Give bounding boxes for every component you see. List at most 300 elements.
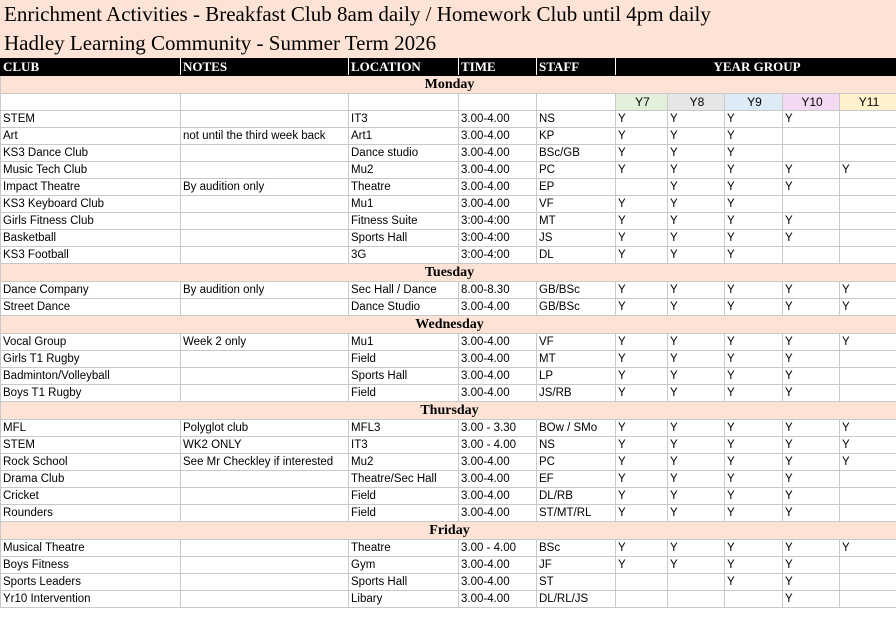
- year-cell[interactable]: [840, 179, 896, 196]
- header-notes[interactable]: NOTES: [181, 59, 349, 76]
- location-cell[interactable]: Mu2: [349, 454, 459, 471]
- time-cell[interactable]: 3.00-4.00: [459, 351, 537, 368]
- year-cell[interactable]: Y: [783, 471, 840, 488]
- table-row: [1, 488, 896, 505]
- year-cell[interactable]: Y: [725, 488, 783, 505]
- year-cell[interactable]: Y: [616, 368, 668, 385]
- year-cell[interactable]: Y: [668, 111, 725, 128]
- year-label-cell[interactable]: Y7: [616, 94, 668, 111]
- notes-cell[interactable]: not until the third week back: [181, 128, 349, 145]
- time-cell[interactable]: 3.00-4.00: [459, 179, 537, 196]
- notes-cell[interactable]: [181, 557, 349, 574]
- table-row: [1, 334, 896, 351]
- year-cell[interactable]: Y: [616, 196, 668, 213]
- year-cell[interactable]: Y: [616, 505, 668, 522]
- club-cell[interactable]: Rounders: [1, 505, 181, 522]
- location-cell[interactable]: Dance studio: [349, 145, 459, 162]
- notes-cell[interactable]: Week 2 only: [181, 334, 349, 351]
- staff-cell[interactable]: ST: [537, 574, 616, 591]
- year-cell[interactable]: Y: [783, 591, 840, 608]
- time-cell[interactable]: 3.00-4.00: [459, 111, 537, 128]
- time-cell[interactable]: 3.00 - 4.00: [459, 437, 537, 454]
- year-cell[interactable]: Y: [725, 471, 783, 488]
- location-cell[interactable]: Libary: [349, 591, 459, 608]
- year-cell[interactable]: Y: [616, 488, 668, 505]
- staff-cell[interactable]: GB/BSc: [537, 282, 616, 299]
- staff-cell[interactable]: BSc: [537, 540, 616, 557]
- year-cell[interactable]: Y: [668, 488, 725, 505]
- time-cell[interactable]: 3.00-4.00: [459, 145, 537, 162]
- time-cell[interactable]: 3:00-4:00: [459, 213, 537, 230]
- table-row: [1, 454, 896, 471]
- year-cell[interactable]: [616, 591, 668, 608]
- year-cell[interactable]: Y: [616, 282, 668, 299]
- year-cell[interactable]: Y: [668, 540, 725, 557]
- location-cell[interactable]: Sports Hall: [349, 574, 459, 591]
- club-cell[interactable]: KS3 Keyboard Club: [1, 196, 181, 213]
- year-cell[interactable]: Y: [668, 196, 725, 213]
- table-row: [1, 351, 896, 368]
- table-row: [1, 471, 896, 488]
- year-cell[interactable]: Y: [783, 230, 840, 247]
- time-cell[interactable]: 3.00-4.00: [459, 574, 537, 591]
- year-cell[interactable]: Y: [616, 213, 668, 230]
- year-cell[interactable]: [840, 471, 896, 488]
- notes-cell[interactable]: WK2 ONLY: [181, 437, 349, 454]
- year-cell[interactable]: Y: [725, 230, 783, 247]
- location-cell[interactable]: Field: [349, 351, 459, 368]
- club-cell[interactable]: Basketball: [1, 230, 181, 247]
- year-cell[interactable]: Y: [783, 505, 840, 522]
- location-cell[interactable]: IT3: [349, 437, 459, 454]
- header-year-group[interactable]: YEAR GROUP: [616, 59, 896, 76]
- year-cell[interactable]: Y: [783, 557, 840, 574]
- year-cell[interactable]: Y: [668, 385, 725, 402]
- table-row: [1, 179, 896, 196]
- year-cell[interactable]: Y: [616, 334, 668, 351]
- staff-cell[interactable]: DL/RB: [537, 488, 616, 505]
- year-cell[interactable]: Y: [616, 557, 668, 574]
- club-cell[interactable]: Boys Fitness: [1, 557, 181, 574]
- year-label-row: [1, 94, 896, 111]
- time-cell[interactable]: 3.00-4.00: [459, 505, 537, 522]
- club-cell[interactable]: KS3 Football: [1, 247, 181, 264]
- year-cell[interactable]: Y: [616, 247, 668, 264]
- club-cell[interactable]: Rock School: [1, 454, 181, 471]
- notes-cell[interactable]: [181, 540, 349, 557]
- location-cell[interactable]: Theatre/Sec Hall: [349, 471, 459, 488]
- club-cell[interactable]: Boys T1 Rugby: [1, 385, 181, 402]
- day-heading[interactable]: Wednesday: [1, 316, 896, 334]
- year-cell[interactable]: [668, 574, 725, 591]
- year-cell[interactable]: [840, 128, 896, 145]
- staff-cell[interactable]: ST/MT/RL: [537, 505, 616, 522]
- year-cell[interactable]: Y: [668, 557, 725, 574]
- location-cell[interactable]: Sports Hall: [349, 368, 459, 385]
- year-cell[interactable]: Y: [783, 368, 840, 385]
- year-cell[interactable]: [840, 351, 896, 368]
- location-cell[interactable]: Theatre: [349, 540, 459, 557]
- year-cell[interactable]: Y: [840, 437, 896, 454]
- year-cell[interactable]: [840, 230, 896, 247]
- year-cell[interactable]: Y: [616, 540, 668, 557]
- year-cell[interactable]: Y: [616, 471, 668, 488]
- blank-cell[interactable]: [1, 94, 181, 111]
- year-cell[interactable]: Y: [840, 334, 896, 351]
- year-cell[interactable]: [616, 179, 668, 196]
- day-row: [1, 316, 896, 334]
- year-cell[interactable]: [840, 213, 896, 230]
- time-cell[interactable]: 3:00-4:00: [459, 247, 537, 264]
- year-cell[interactable]: Y: [783, 385, 840, 402]
- time-cell[interactable]: 3.00-4.00: [459, 385, 537, 402]
- year-cell[interactable]: Y: [783, 334, 840, 351]
- year-cell[interactable]: Y: [725, 128, 783, 145]
- year-cell[interactable]: Y: [616, 230, 668, 247]
- staff-cell[interactable]: EF: [537, 471, 616, 488]
- year-cell[interactable]: Y: [616, 385, 668, 402]
- year-cell[interactable]: Y: [668, 351, 725, 368]
- year-cell[interactable]: Y: [668, 368, 725, 385]
- notes-cell[interactable]: [181, 505, 349, 522]
- staff-cell[interactable]: BOw / SMo: [537, 420, 616, 437]
- club-cell[interactable]: MFL: [1, 420, 181, 437]
- staff-cell[interactable]: LP: [537, 368, 616, 385]
- day-heading[interactable]: Friday: [1, 522, 896, 540]
- time-cell[interactable]: 3.00-4.00: [459, 454, 537, 471]
- club-cell[interactable]: Impact Theatre: [1, 179, 181, 196]
- year-cell[interactable]: [840, 368, 896, 385]
- day-heading[interactable]: Tuesday: [1, 264, 896, 282]
- club-cell[interactable]: Drama Club: [1, 471, 181, 488]
- location-cell[interactable]: Sports Hall: [349, 230, 459, 247]
- club-cell[interactable]: Girls Fitness Club: [1, 213, 181, 230]
- year-cell[interactable]: Y: [840, 162, 896, 179]
- year-cell[interactable]: [840, 247, 896, 264]
- staff-cell[interactable]: VF: [537, 196, 616, 213]
- year-label-cell[interactable]: Y10: [783, 94, 840, 111]
- year-cell[interactable]: Y: [783, 213, 840, 230]
- year-cell[interactable]: Y: [725, 247, 783, 264]
- year-cell[interactable]: Y: [783, 574, 840, 591]
- year-cell[interactable]: Y: [783, 437, 840, 454]
- year-cell[interactable]: Y: [668, 213, 725, 230]
- blank-cell[interactable]: [459, 94, 537, 111]
- year-cell[interactable]: Y: [725, 557, 783, 574]
- club-cell[interactable]: Girls T1 Rugby: [1, 351, 181, 368]
- year-cell[interactable]: Y: [616, 420, 668, 437]
- year-label-cell[interactable]: Y9: [725, 94, 783, 111]
- notes-cell[interactable]: [181, 368, 349, 385]
- notes-cell[interactable]: [181, 574, 349, 591]
- year-cell[interactable]: Y: [668, 505, 725, 522]
- year-cell[interactable]: Y: [725, 213, 783, 230]
- staff-cell[interactable]: JS: [537, 230, 616, 247]
- time-cell[interactable]: 3.00-4.00: [459, 196, 537, 213]
- year-cell[interactable]: [840, 574, 896, 591]
- year-cell[interactable]: Y: [725, 179, 783, 196]
- year-cell[interactable]: Y: [725, 385, 783, 402]
- staff-cell[interactable]: BSc/GB: [537, 145, 616, 162]
- table-row: [1, 213, 896, 230]
- sheet-title: Enrichment Activities - Breakfast Club 8am daily / Homework Club until 4pm daily: [0, 0, 896, 29]
- year-cell[interactable]: [840, 505, 896, 522]
- year-cell[interactable]: Y: [725, 162, 783, 179]
- year-cell[interactable]: Y: [668, 299, 725, 316]
- location-cell[interactable]: Dance Studio: [349, 299, 459, 316]
- location-cell[interactable]: Field: [349, 505, 459, 522]
- club-cell[interactable]: Cricket: [1, 488, 181, 505]
- year-cell[interactable]: Y: [783, 282, 840, 299]
- year-cell[interactable]: Y: [668, 334, 725, 351]
- location-cell[interactable]: Sec Hall / Dance: [349, 282, 459, 299]
- year-cell[interactable]: Y: [725, 111, 783, 128]
- day-row: [1, 402, 896, 420]
- table-row: [1, 505, 896, 522]
- location-cell[interactable]: Mu1: [349, 196, 459, 213]
- year-cell[interactable]: [840, 111, 896, 128]
- table-row: [1, 574, 896, 591]
- time-cell[interactable]: 3.00 - 3.30: [459, 420, 537, 437]
- location-cell[interactable]: Art1: [349, 128, 459, 145]
- year-cell[interactable]: Y: [668, 282, 725, 299]
- club-cell[interactable]: Vocal Group: [1, 334, 181, 351]
- year-cell[interactable]: Y: [725, 145, 783, 162]
- year-cell[interactable]: [783, 128, 840, 145]
- header-staff[interactable]: STAFF: [537, 59, 616, 76]
- activities-table: [0, 58, 896, 608]
- blank-cell[interactable]: [181, 94, 349, 111]
- sheet-subtitle: Hadley Learning Community - Summer Term 2026: [0, 29, 896, 58]
- notes-cell[interactable]: [181, 247, 349, 264]
- staff-cell[interactable]: GB/BSc: [537, 299, 616, 316]
- staff-cell[interactable]: KP: [537, 128, 616, 145]
- year-cell[interactable]: Y: [840, 540, 896, 557]
- time-cell[interactable]: 3.00-4.00: [459, 128, 537, 145]
- year-cell[interactable]: Y: [668, 247, 725, 264]
- notes-cell[interactable]: [181, 591, 349, 608]
- year-cell[interactable]: Y: [840, 420, 896, 437]
- year-cell[interactable]: Y: [783, 351, 840, 368]
- club-cell[interactable]: Dance Company: [1, 282, 181, 299]
- year-cell[interactable]: Y: [616, 299, 668, 316]
- table-row: [1, 299, 896, 316]
- year-cell[interactable]: Y: [725, 505, 783, 522]
- staff-cell[interactable]: PC: [537, 162, 616, 179]
- year-cell[interactable]: Y: [725, 574, 783, 591]
- year-cell[interactable]: Y: [668, 454, 725, 471]
- club-cell[interactable]: STEM: [1, 111, 181, 128]
- staff-cell[interactable]: NS: [537, 111, 616, 128]
- time-cell[interactable]: 3.00-4.00: [459, 591, 537, 608]
- location-cell[interactable]: MFL3: [349, 420, 459, 437]
- year-cell[interactable]: Y: [840, 282, 896, 299]
- year-cell[interactable]: Y: [725, 454, 783, 471]
- notes-cell[interactable]: [181, 471, 349, 488]
- table-row: [1, 128, 896, 145]
- time-cell[interactable]: 3.00-4.00: [459, 488, 537, 505]
- year-cell[interactable]: Y: [840, 454, 896, 471]
- notes-cell[interactable]: [181, 213, 349, 230]
- year-cell[interactable]: Y: [616, 128, 668, 145]
- time-cell[interactable]: 8.00-8.30: [459, 282, 537, 299]
- day-heading[interactable]: Monday: [1, 76, 896, 94]
- year-cell[interactable]: Y: [668, 162, 725, 179]
- year-cell[interactable]: [616, 574, 668, 591]
- year-cell[interactable]: [840, 488, 896, 505]
- year-cell[interactable]: Y: [725, 334, 783, 351]
- notes-cell[interactable]: [181, 162, 349, 179]
- time-cell[interactable]: 3.00-4.00: [459, 162, 537, 179]
- header-location[interactable]: LOCATION: [349, 59, 459, 76]
- club-cell[interactable]: Art: [1, 128, 181, 145]
- table-row: [1, 385, 896, 402]
- year-cell[interactable]: Y: [783, 179, 840, 196]
- year-label-cell[interactable]: Y8: [668, 94, 725, 111]
- staff-cell[interactable]: JF: [537, 557, 616, 574]
- year-cell[interactable]: Y: [783, 162, 840, 179]
- year-cell[interactable]: [783, 196, 840, 213]
- day-row: [1, 522, 896, 540]
- table-row: [1, 420, 896, 437]
- notes-cell[interactable]: See Mr Checkley if interested: [181, 454, 349, 471]
- club-cell[interactable]: Music Tech Club: [1, 162, 181, 179]
- header-time[interactable]: TIME: [459, 59, 537, 76]
- table-row: [1, 368, 896, 385]
- location-cell[interactable]: Mu1: [349, 334, 459, 351]
- time-cell[interactable]: 3:00-4:00: [459, 230, 537, 247]
- year-cell[interactable]: Y: [668, 128, 725, 145]
- club-cell[interactable]: Badminton/Volleyball: [1, 368, 181, 385]
- location-cell[interactable]: 3G: [349, 247, 459, 264]
- staff-cell[interactable]: DL: [537, 247, 616, 264]
- notes-cell[interactable]: [181, 111, 349, 128]
- staff-cell[interactable]: DL/RL/JS: [537, 591, 616, 608]
- year-cell[interactable]: [840, 196, 896, 213]
- year-cell[interactable]: Y: [668, 437, 725, 454]
- day-row: [1, 264, 896, 282]
- blank-cell[interactable]: [537, 94, 616, 111]
- club-cell[interactable]: STEM: [1, 437, 181, 454]
- year-cell[interactable]: Y: [668, 179, 725, 196]
- year-cell[interactable]: Y: [616, 111, 668, 128]
- staff-cell[interactable]: MT: [537, 213, 616, 230]
- notes-cell[interactable]: [181, 385, 349, 402]
- location-cell[interactable]: Field: [349, 385, 459, 402]
- year-cell[interactable]: Y: [668, 230, 725, 247]
- time-cell[interactable]: 3.00 - 4.00: [459, 540, 537, 557]
- year-cell[interactable]: [725, 591, 783, 608]
- year-cell[interactable]: Y: [783, 111, 840, 128]
- year-cell[interactable]: Y: [840, 299, 896, 316]
- table-row: [1, 282, 896, 299]
- club-cell[interactable]: Street Dance: [1, 299, 181, 316]
- club-cell[interactable]: Yr10 Intervention: [1, 591, 181, 608]
- year-cell[interactable]: Y: [668, 145, 725, 162]
- club-cell[interactable]: Musical Theatre: [1, 540, 181, 557]
- location-cell[interactable]: Field: [349, 488, 459, 505]
- blank-cell[interactable]: [349, 94, 459, 111]
- day-heading[interactable]: Thursday: [1, 402, 896, 420]
- year-cell[interactable]: Y: [725, 420, 783, 437]
- year-cell[interactable]: Y: [616, 454, 668, 471]
- year-cell[interactable]: Y: [616, 351, 668, 368]
- year-cell[interactable]: Y: [783, 540, 840, 557]
- year-cell[interactable]: Y: [668, 420, 725, 437]
- location-cell[interactable]: Theatre: [349, 179, 459, 196]
- time-cell[interactable]: 3.00-4.00: [459, 471, 537, 488]
- year-cell[interactable]: [783, 145, 840, 162]
- day-row: [1, 76, 896, 94]
- notes-cell[interactable]: [181, 488, 349, 505]
- table-row: [1, 230, 896, 247]
- notes-cell[interactable]: [181, 230, 349, 247]
- staff-cell[interactable]: EP: [537, 179, 616, 196]
- location-cell[interactable]: Fitness Suite: [349, 213, 459, 230]
- year-cell[interactable]: Y: [725, 196, 783, 213]
- year-cell[interactable]: Y: [725, 437, 783, 454]
- table-row: [1, 162, 896, 179]
- table-row: [1, 591, 896, 608]
- year-cell[interactable]: Y: [783, 488, 840, 505]
- year-cell[interactable]: Y: [783, 420, 840, 437]
- club-cell[interactable]: KS3 Dance Club: [1, 145, 181, 162]
- notes-cell[interactable]: [181, 196, 349, 213]
- notes-cell[interactable]: By audition only: [181, 282, 349, 299]
- year-cell[interactable]: Y: [616, 162, 668, 179]
- year-cell[interactable]: Y: [725, 540, 783, 557]
- year-label-cell[interactable]: Y11: [840, 94, 896, 111]
- staff-cell[interactable]: PC: [537, 454, 616, 471]
- staff-cell[interactable]: NS: [537, 437, 616, 454]
- staff-cell[interactable]: MT: [537, 351, 616, 368]
- year-cell[interactable]: [840, 557, 896, 574]
- staff-cell[interactable]: JS/RB: [537, 385, 616, 402]
- year-cell[interactable]: [840, 591, 896, 608]
- time-cell[interactable]: 3.00-4.00: [459, 368, 537, 385]
- location-cell[interactable]: IT3: [349, 111, 459, 128]
- time-cell[interactable]: 3.00-4.00: [459, 557, 537, 574]
- year-cell[interactable]: Y: [725, 282, 783, 299]
- notes-cell[interactable]: Polyglot club: [181, 420, 349, 437]
- year-cell[interactable]: Y: [725, 299, 783, 316]
- notes-cell[interactable]: [181, 351, 349, 368]
- year-cell[interactable]: [840, 145, 896, 162]
- location-cell[interactable]: Mu2: [349, 162, 459, 179]
- club-cell[interactable]: Sports Leaders: [1, 574, 181, 591]
- year-cell[interactable]: Y: [668, 471, 725, 488]
- year-cell[interactable]: Y: [725, 351, 783, 368]
- year-cell[interactable]: Y: [725, 368, 783, 385]
- header-club[interactable]: CLUB: [1, 59, 181, 76]
- table-row: [1, 540, 896, 557]
- year-cell[interactable]: Y: [616, 145, 668, 162]
- year-cell[interactable]: Y: [783, 299, 840, 316]
- year-cell[interactable]: Y: [783, 454, 840, 471]
- time-cell[interactable]: 3.00-4.00: [459, 334, 537, 351]
- year-cell[interactable]: [668, 591, 725, 608]
- year-cell[interactable]: [783, 247, 840, 264]
- notes-cell[interactable]: By audition only: [181, 179, 349, 196]
- notes-cell[interactable]: [181, 145, 349, 162]
- time-cell[interactable]: 3.00-4.00: [459, 299, 537, 316]
- staff-cell[interactable]: VF: [537, 334, 616, 351]
- location-cell[interactable]: Gym: [349, 557, 459, 574]
- year-cell[interactable]: [840, 385, 896, 402]
- notes-cell[interactable]: [181, 299, 349, 316]
- year-cell[interactable]: Y: [616, 437, 668, 454]
- table-row: [1, 196, 896, 213]
